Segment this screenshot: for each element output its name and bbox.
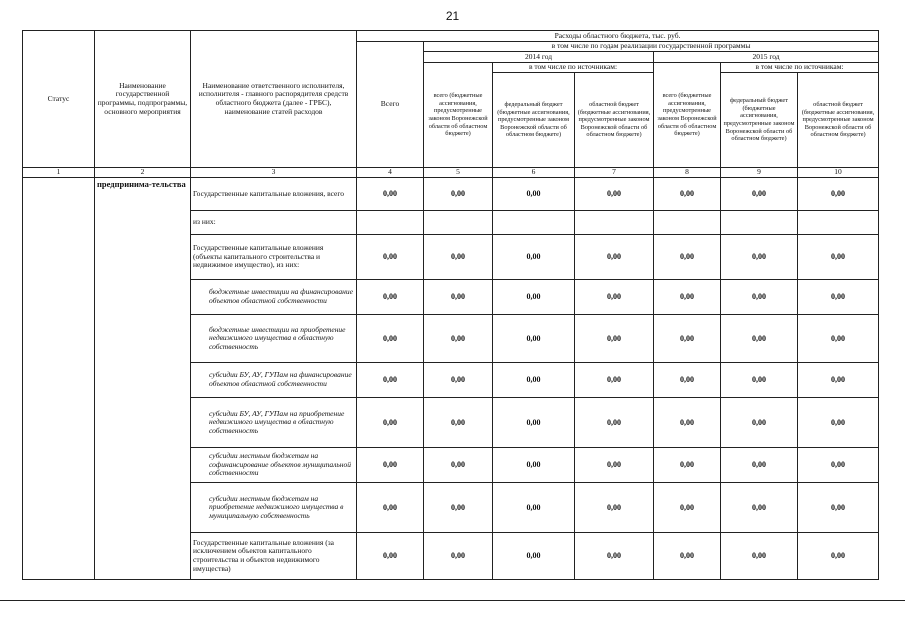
value-cell: 0,00 <box>575 363 654 398</box>
expense-item-label: Государственные капитальные вложения, всего <box>191 178 357 211</box>
value-cell: 0,00 <box>357 178 424 211</box>
header-by-sources-2014: в том числе по источникам: <box>493 63 654 73</box>
expense-item-label: Государственные капитальные вложения (объекты капитального строительства и недвижимое имущество), из них: <box>191 235 357 280</box>
table-row <box>23 178 879 211</box>
header-status: Статус <box>23 31 95 168</box>
col-number: 6 <box>493 168 575 178</box>
header-col-regional-2015: областной бюджет (бюджетные ассигнования, предусмотренные законом Воронежской области об областном бюджете) <box>798 73 879 168</box>
program-name-cell: предпринима-тельства <box>95 178 191 580</box>
value-cell: 0,00 <box>798 178 879 211</box>
value-cell <box>575 211 654 235</box>
expense-item-label: бюджетные инвестиции на финансирование объектов областной собственности <box>191 280 357 315</box>
value-cell: 0,00 <box>798 315 879 363</box>
value-cell: 0,00 <box>357 280 424 315</box>
col-number: 3 <box>191 168 357 178</box>
status-cell <box>23 178 95 580</box>
col-number: 5 <box>424 168 493 178</box>
value-cell: 0,00 <box>493 483 575 533</box>
value-cell: 0,00 <box>493 178 575 211</box>
value-cell: 0,00 <box>357 235 424 280</box>
value-cell <box>357 211 424 235</box>
col-number: 10 <box>798 168 879 178</box>
value-cell: 0,00 <box>798 483 879 533</box>
value-cell: 0,00 <box>493 533 575 580</box>
value-cell: 0,00 <box>654 363 721 398</box>
value-cell: 0,00 <box>654 235 721 280</box>
value-cell: 0,00 <box>798 235 879 280</box>
col-number: 4 <box>357 168 424 178</box>
value-cell: 0,00 <box>424 280 493 315</box>
header-program-name: Наименование государственной программы, подпрограммы, основного мероприятия <box>95 31 191 168</box>
value-cell: 0,00 <box>721 315 798 363</box>
value-cell: 0,00 <box>493 315 575 363</box>
value-cell: 0,00 <box>721 235 798 280</box>
value-cell: 0,00 <box>424 483 493 533</box>
value-cell <box>654 211 721 235</box>
value-cell: 0,00 <box>798 363 879 398</box>
value-cell: 0,00 <box>798 398 879 448</box>
value-cell: 0,00 <box>721 533 798 580</box>
expense-item-label: субсидии БУ, АУ, ГУПам на приобретение недвижимого имущества в областную собственность <box>191 398 357 448</box>
value-cell <box>798 211 879 235</box>
expense-item-label: субсидии местным бюджетам на приобретение недвижимого имущества в муниципальную собственность <box>191 483 357 533</box>
value-cell: 0,00 <box>721 178 798 211</box>
expense-item-label: бюджетные инвестиции на приобретение недвижимого имущества в областную собственность <box>191 315 357 363</box>
value-cell: 0,00 <box>575 533 654 580</box>
value-cell: 0,00 <box>357 398 424 448</box>
header-by-years: в том числе по годам реализации государственной программы <box>424 42 879 52</box>
value-cell: 0,00 <box>721 483 798 533</box>
col-number: 1 <box>23 168 95 178</box>
value-cell: 0,00 <box>575 178 654 211</box>
value-cell: 0,00 <box>575 398 654 448</box>
value-cell: 0,00 <box>424 178 493 211</box>
header-year-2015: 2015 год <box>654 52 879 63</box>
budget-table <box>22 30 879 580</box>
value-cell: 0,00 <box>357 448 424 483</box>
column-number-row <box>23 168 879 178</box>
value-cell: 0,00 <box>654 448 721 483</box>
col-number: 2 <box>95 168 191 178</box>
header-expenses: Расходы областного бюджета, тыс. руб. <box>357 31 879 42</box>
value-cell: 0,00 <box>654 533 721 580</box>
value-cell: 0,00 <box>721 280 798 315</box>
value-cell: 0,00 <box>493 398 575 448</box>
header-year-2014: 2014 год <box>424 52 654 63</box>
value-cell: 0,00 <box>357 483 424 533</box>
value-cell: 0,00 <box>721 398 798 448</box>
value-cell: 0,00 <box>424 533 493 580</box>
value-cell: 0,00 <box>493 363 575 398</box>
value-cell: 0,00 <box>798 533 879 580</box>
value-cell <box>721 211 798 235</box>
value-cell: 0,00 <box>575 280 654 315</box>
header-total: Всего <box>357 42 424 168</box>
value-cell: 0,00 <box>424 363 493 398</box>
value-cell: 0,00 <box>721 363 798 398</box>
header-col-total-2014: всего (бюджетные ассигнования, предусмотренные законом Воронежской области об областном бюджете) <box>424 63 493 168</box>
expense-item-label: из них: <box>191 211 357 235</box>
value-cell: 0,00 <box>575 448 654 483</box>
header-by-sources-2015: в том числе по источникам: <box>721 63 879 73</box>
value-cell: 0,00 <box>798 280 879 315</box>
value-cell: 0,00 <box>721 448 798 483</box>
col-number: 7 <box>575 168 654 178</box>
value-cell: 0,00 <box>654 398 721 448</box>
header-col-regional-2014: областной бюджет (бюджетные ассигнования, предусмотренные законом Воронежской области об областном бюджете) <box>575 73 654 168</box>
value-cell: 0,00 <box>493 280 575 315</box>
value-cell: 0,00 <box>357 315 424 363</box>
value-cell: 0,00 <box>575 315 654 363</box>
expense-item-label: Государственные капитальные вложения (за исключением объектов капитального строительства и объектов недвижимого имущества) <box>191 533 357 580</box>
header-executor: Наименование ответственного исполнителя, исполнителя - главного распорядителя средств областного бюджета (далее - ГРБС), наименование статей расходов <box>191 31 357 168</box>
expense-item-label: субсидии БУ, АУ, ГУПам на финансирование объектов областной собственности <box>191 363 357 398</box>
value-cell: 0,00 <box>654 315 721 363</box>
value-cell: 0,00 <box>424 235 493 280</box>
page-bottom-rule <box>0 600 905 601</box>
value-cell: 0,00 <box>493 235 575 280</box>
header-col-federal-2015: федеральный бюджет (бюджетные ассигнования, предусмотренные законом Воронежской области об областном бюджете) <box>721 73 798 168</box>
value-cell: 0,00 <box>654 483 721 533</box>
value-cell <box>424 211 493 235</box>
value-cell: 0,00 <box>798 448 879 483</box>
value-cell: 0,00 <box>575 235 654 280</box>
expense-item-label: субсидии местным бюджетам на софинансирование объектов муниципальной собственности <box>191 448 357 483</box>
value-cell <box>493 211 575 235</box>
value-cell: 0,00 <box>357 533 424 580</box>
value-cell: 0,00 <box>654 280 721 315</box>
value-cell: 0,00 <box>424 398 493 448</box>
header-col-total-2015: всего (бюджетные ассигнования, предусмотренные законом Воронежской области об областном бюджете) <box>654 63 721 168</box>
value-cell: 0,00 <box>424 448 493 483</box>
header-col-federal-2014: федеральный бюджет (бюджетные ассигнования, предусмотренные законом Воронежской области об областном бюджете) <box>493 73 575 168</box>
value-cell: 0,00 <box>654 178 721 211</box>
value-cell: 0,00 <box>493 448 575 483</box>
value-cell: 0,00 <box>357 363 424 398</box>
value-cell: 0,00 <box>424 315 493 363</box>
value-cell: 0,00 <box>575 483 654 533</box>
page-number: 21 <box>445 9 460 23</box>
col-number: 9 <box>721 168 798 178</box>
col-number: 8 <box>654 168 721 178</box>
